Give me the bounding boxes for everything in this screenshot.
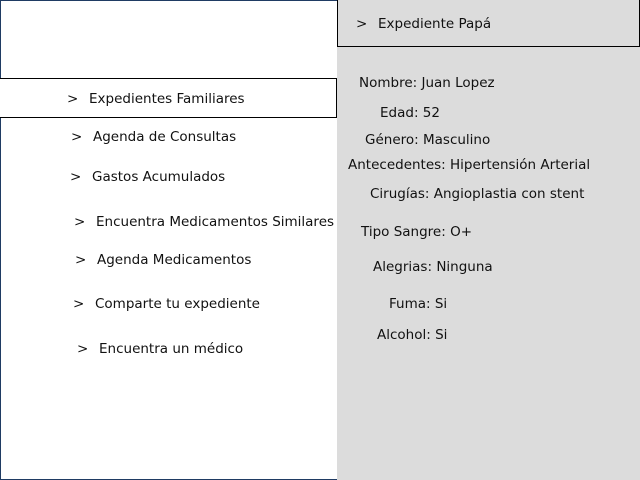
field-nombre [359, 73, 495, 93]
chevron-right-icon: > [77, 341, 89, 357]
field-value: Ninguna [436, 259, 493, 275]
field-edad [380, 103, 440, 123]
field-label: Tipo Sangre: [361, 224, 446, 240]
field-label: Alegrias: [373, 259, 433, 275]
chevron-right-icon: > [71, 129, 83, 145]
chevron-right-icon: > [356, 16, 368, 32]
field-genero [365, 130, 490, 150]
detail-title: Expediente Papá [378, 16, 492, 32]
field-value: Si [435, 327, 448, 343]
field-antecedentes [348, 155, 590, 175]
field-value: Masculino [423, 132, 491, 148]
field-value: 52 [422, 105, 440, 121]
menu-item-label: Agenda de Consultas [93, 129, 237, 145]
field-label: Género: [365, 132, 419, 148]
menu-item-agenda-medicamentos[interactable] [0, 250, 337, 270]
menu-item-comparte-expediente[interactable] [0, 294, 337, 314]
field-tipo-sangre [361, 222, 472, 242]
field-value: Si [434, 296, 448, 312]
chevron-right-icon: > [67, 91, 79, 107]
field-cirugias [370, 184, 584, 204]
menu-item-label: Expedientes Familiares [89, 91, 245, 107]
chevron-right-icon: > [75, 252, 87, 268]
field-fuma [389, 294, 447, 314]
field-value: Angioplastia con stent [433, 186, 585, 202]
chevron-right-icon: > [73, 296, 85, 312]
menu-item-label: Comparte tu expediente [95, 296, 260, 312]
menu-item-agenda-consultas[interactable] [0, 127, 337, 147]
field-label: Edad: [380, 105, 419, 121]
field-label: Alcohol: [377, 327, 431, 343]
menu-item-medicamentos-similares[interactable] [0, 212, 337, 232]
menu-item-expedientes-familiares[interactable] [0, 78, 337, 118]
field-alegrias [373, 257, 493, 277]
field-value: O+ [450, 224, 473, 240]
field-label: Fuma: [389, 296, 431, 312]
menu-item-encuentra-medico[interactable] [0, 339, 337, 359]
field-label: Nombre: [359, 75, 418, 91]
menu-item-label: Agenda Medicamentos [97, 252, 252, 268]
field-label: Cirugías: [370, 186, 430, 202]
field-alcohol [377, 325, 447, 345]
menu-item-label: Encuentra Medicamentos Similares [96, 214, 335, 230]
menu-item-label: Encuentra un médico [99, 341, 244, 357]
detail-header[interactable] [337, 0, 640, 47]
field-value: Juan Lopez [421, 75, 495, 91]
menu-item-gastos-acumulados[interactable] [0, 167, 337, 187]
field-label: Antecedentes: [348, 157, 446, 173]
chevron-right-icon: > [70, 169, 82, 185]
menu-item-label: Gastos Acumulados [92, 169, 226, 185]
field-value: Hipertensión Arterial [450, 157, 591, 173]
chevron-right-icon: > [74, 214, 86, 230]
